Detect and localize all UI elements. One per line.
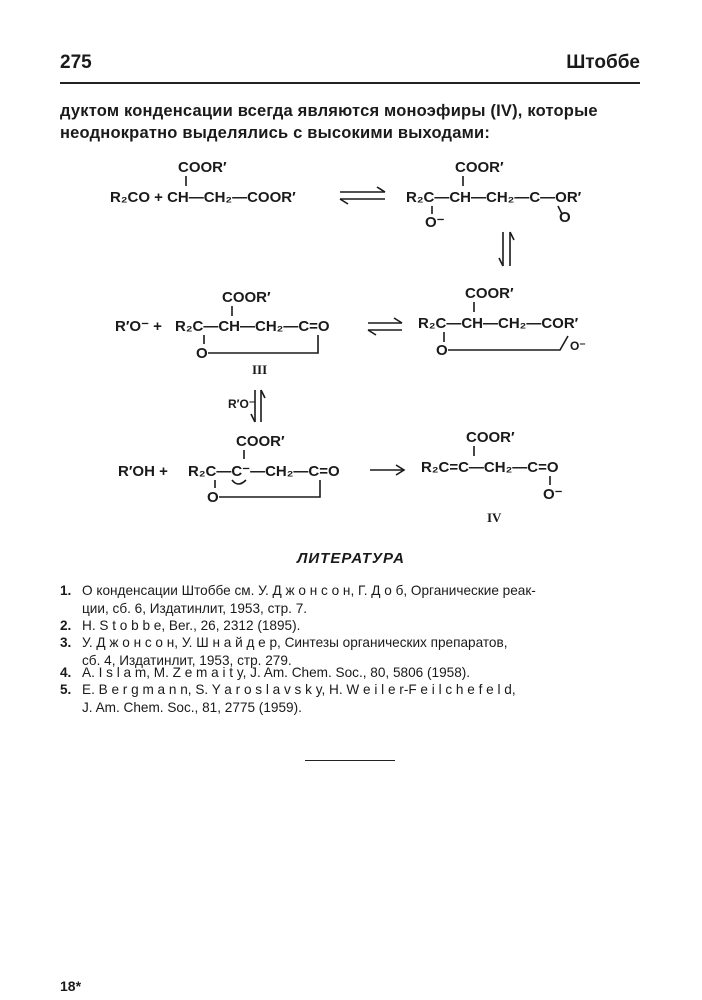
end-rule <box>305 760 395 761</box>
r3-right-formula: R₂C=C—CH₂—C=O <box>421 459 559 476</box>
literature-heading: ЛИТЕРАТУРА <box>297 550 405 567</box>
r2-left-ring <box>208 335 318 353</box>
r1-right-o-minus: O⁻ <box>425 214 445 231</box>
running-title: Штоббе <box>566 52 640 73</box>
reaction-scheme <box>0 150 702 530</box>
r2-ro-minus: R′O⁻ + <box>115 318 162 335</box>
reference-text: E. B e r g m a n n, S. Y a r o s l a v s k y, H. W e i l e r-F e i l c h e f e l d, <box>82 682 516 697</box>
reference-number: 4. <box>60 665 72 680</box>
vertical-equilibrium-1 <box>499 232 514 266</box>
reference-number: 2. <box>60 618 72 633</box>
signature-mark: 18* <box>60 978 82 994</box>
compound-label-iii: III <box>252 362 268 377</box>
compound-label-iv: IV <box>487 510 502 525</box>
r1-coor-text: COOR′ <box>178 159 227 176</box>
r2-right-ring <box>448 336 568 350</box>
r1-right-coor: COOR′ <box>455 159 504 176</box>
r2-right-o: O <box>436 342 448 359</box>
r1-right-formula: R₂C—CH—CH₂—C—OR′ <box>406 189 582 206</box>
r3-left-formula: R₂C—C⁻—CH₂—C=O <box>188 463 340 480</box>
page-number: 275 <box>60 52 92 73</box>
r3-right-o-minus: O⁻ <box>543 486 563 503</box>
r2-right-formula: R₂C—CH—CH₂—COR′ <box>418 315 579 332</box>
r1-right-o: O <box>559 209 571 226</box>
r2-right-o-minus: O⁻ <box>570 339 586 353</box>
header-rule <box>60 82 640 84</box>
reference-text: У. Д ж о н с о н, У. Ш н а й д е р, Синтезы органических препаратов, <box>82 635 508 650</box>
reference-text: О конденсации Штоббе см. У. Д ж о н с о н, Г. Д о б, Органические реак- <box>82 583 536 598</box>
forward-arrow <box>370 465 404 475</box>
r2-left-o: O <box>196 345 208 362</box>
reference-text: A. I s l a m, M. Z e m a i t y, J. Am. Chem. Soc., 80, 5806 (1958). <box>82 665 471 680</box>
body-text-line-1: дуктом конденсации всегда являются моноэфиры (IV), которые <box>60 102 598 120</box>
reference-text-cont: ции, сб. 6, Издатинлит, 1953, стр. 7. <box>82 600 308 616</box>
reference-text-cont: сб. 4, Издатинлит, 1953, стр. 279. <box>82 652 292 668</box>
equilibrium-arrow-2 <box>368 318 402 335</box>
r3-left-coor: COOR′ <box>236 433 285 450</box>
r3-left-o: O <box>207 489 219 506</box>
reference-text-cont: J. Am. Chem. Soc., 81, 2775 (1959). <box>82 699 302 715</box>
r3-roh: R′OH + <box>118 463 168 480</box>
equilibrium-arrow-1 <box>340 187 385 204</box>
curved-arrow <box>232 480 246 484</box>
body-text-line-2: неоднократно выделялись с высокими выходами: <box>60 124 491 142</box>
r1-left-formula: R₂CO + CH—CH₂—COOR′ <box>110 189 296 206</box>
reference-number: 5. <box>60 682 72 697</box>
r2-left-coor: COOR′ <box>222 289 271 306</box>
reference-text: H. S t o b b e, Ber., 26, 2312 (1895). <box>82 618 301 633</box>
r2-left-formula: R₂C—CH—CH₂—C=O <box>175 318 330 335</box>
r3-right-coor: COOR′ <box>466 429 515 446</box>
reference-number: 1. <box>60 583 72 598</box>
arrow-reagent: R′O⁻ <box>228 397 256 411</box>
r2-right-coor: COOR′ <box>465 285 514 302</box>
reference-number: 3. <box>60 635 72 650</box>
